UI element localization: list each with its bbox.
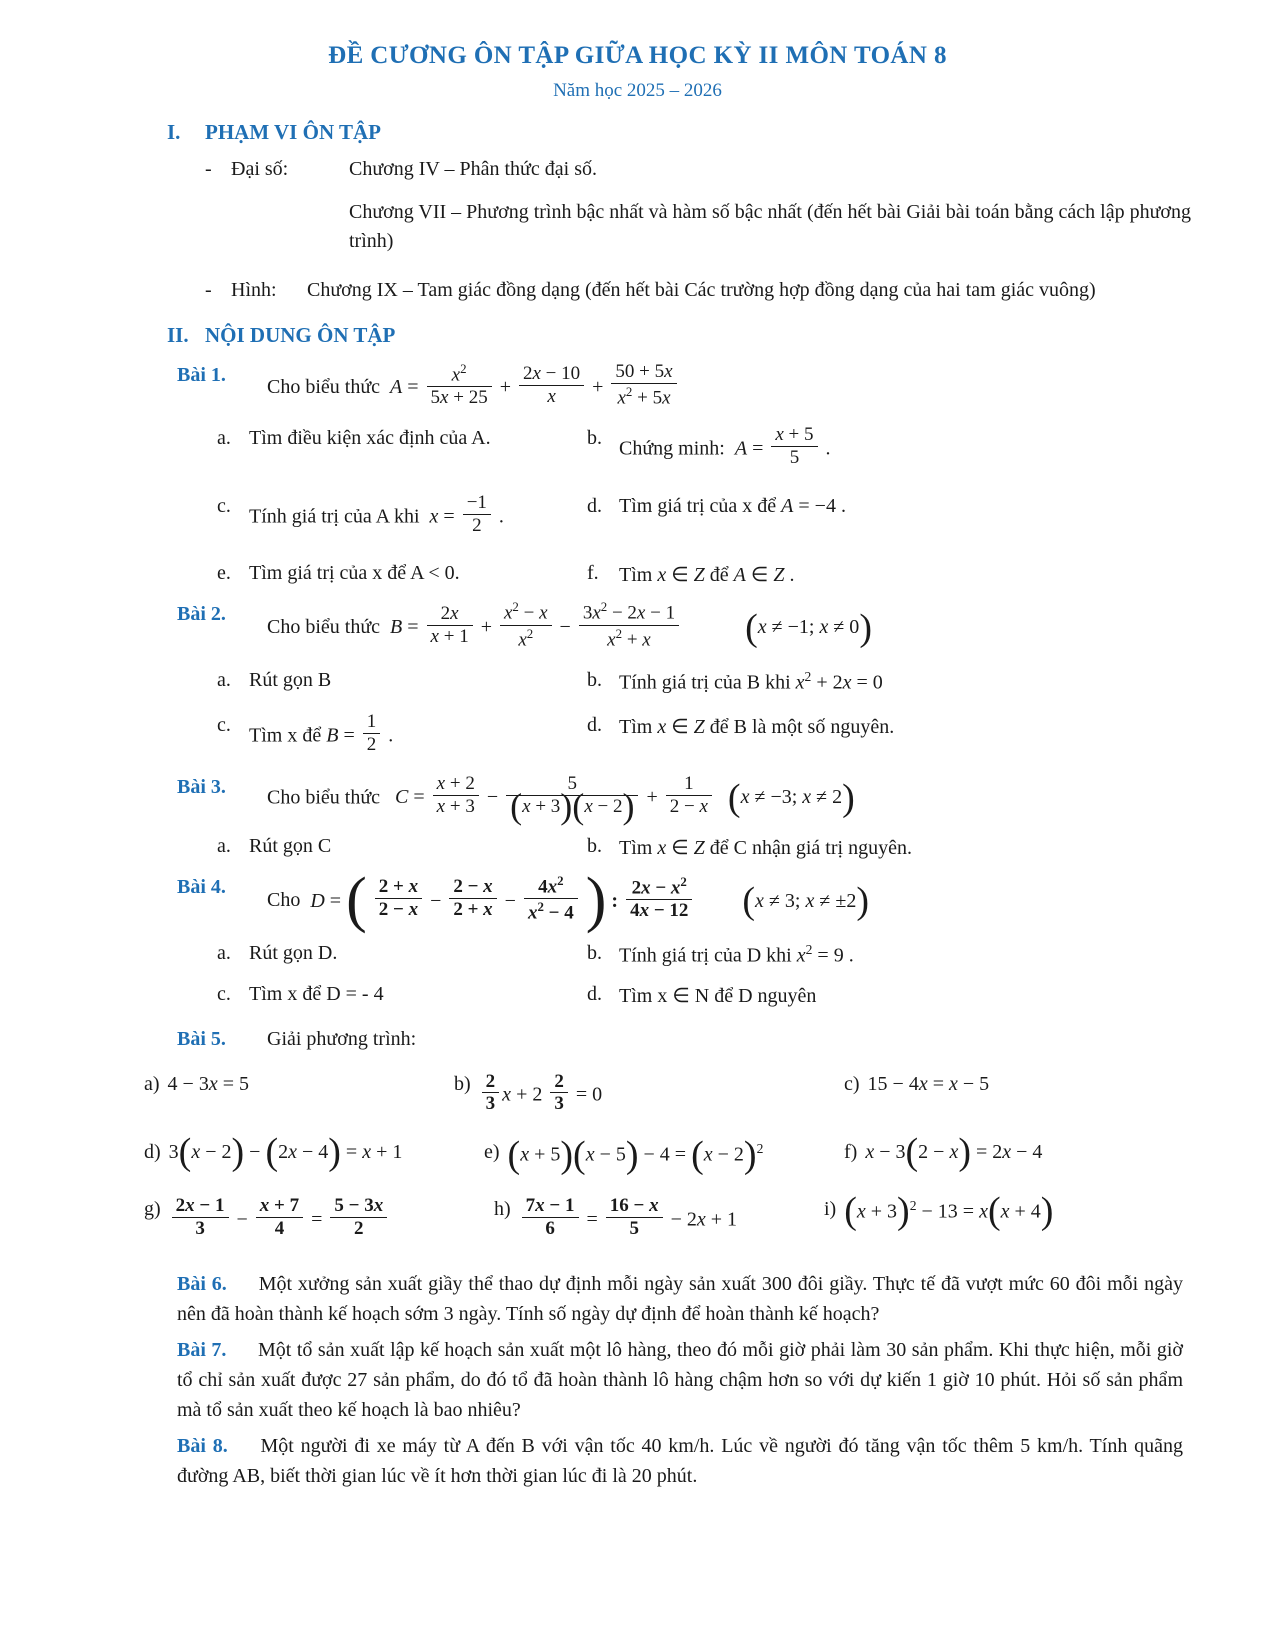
exercise-stem <box>267 773 1203 826</box>
item-a: a. Rút gọn B <box>217 668 332 691</box>
item-f: f. Tìm x ∈ Z để A ∈ Z . <box>587 562 795 587</box>
equation-expr: 3(x − 2) − (2x − 4) = x + 1 <box>168 1131 403 1174</box>
bai5-equations-row-1 <box>72 1070 1203 1119</box>
exercise-label: Bài 5. <box>177 1028 226 1051</box>
formula-A: A = $\frac{x^2}{5x + 25}$ + $\frac{2x - 10}{x}$ + $\frac{50 + 5x}{x^2 + 5x}$ <box>385 376 680 398</box>
equation-expr: $(x + 5)(x - 5) - 4 = (x - 2)^2$ <box>507 1133 764 1176</box>
item-a-text: Rút gọn C <box>249 835 332 858</box>
exercise-label: Bài 3. <box>177 775 226 798</box>
exercise-bai3 <box>72 773 1203 826</box>
exercise-stem <box>267 599 1203 654</box>
equation-tag: d) <box>144 1141 161 1164</box>
item-b: b. Tính giá trị của B khi $x^2 + 2x = 0$ <box>587 668 883 694</box>
bai5-equations-row-2 <box>72 1131 1203 1176</box>
item-d-text: Tìm x ∈ N để D nguyên <box>619 985 817 1008</box>
condition-C: (x ≠ −3; x ≠ 2) <box>727 776 855 819</box>
equation-tag: b) <box>454 1073 471 1096</box>
equation-tag: h) <box>494 1197 511 1220</box>
bai5-equations-row-3 <box>72 1190 1203 1244</box>
exercise-bai8 <box>72 1431 1203 1491</box>
formula-C: C = $\frac{x + 2}{x + 3}$ − $\frac{5}{(x + 3)(x - 2)}$ + $\frac{1}{2 - x}$ <box>385 786 720 808</box>
equation-g <box>144 1194 494 1244</box>
equation-tag: c) <box>844 1073 860 1096</box>
equation-expr: $\frac{2x - 1}{3}$ − $\frac{x + 7}{4}$ = $\frac{5 - 3x}{2}$ <box>169 1198 391 1244</box>
item-c-text: Tính giá trị của A khi x = $\frac{-1}{2}$ . <box>249 491 504 536</box>
item-c: c. Tìm x để D = - 4 <box>217 983 384 1006</box>
section-number: II. <box>167 323 189 347</box>
exercise-text: Một tổ sản xuất lập kế hoạch sản xuất một lô hàng, theo đó mỗi giờ phải làm 30 sản phẩm. Khi thực hiện, mỗi giờ tổ chỉ sản xuất được 27 sản phẩm, do đó tổ đã hoàn thành lô hàng chậm hơn so với dự kiến 1 giờ 10 phút. Hỏi số sản phẩm mà tổ sản xuất theo kế hoạch là bao nhiêu? <box>177 1339 1183 1422</box>
equation-tag: e) <box>484 1141 500 1164</box>
equation-f <box>844 1131 1203 1174</box>
section-title: PHẠM VI ÔN TẬP <box>205 120 381 144</box>
exercise-label: Bài 2. <box>177 603 226 626</box>
item-a: a. Tìm điều kiện xác định của A. <box>217 426 491 449</box>
equation-d <box>144 1131 484 1174</box>
formula-B: B = $\frac{2x}{x + 1}$ + $\frac{x^2 - x}{x^2}$ − $\frac{3x^2 - 2x - 1}{x^2 + x}$ <box>385 616 687 638</box>
equation-e <box>484 1133 844 1176</box>
item-b: b. Chứng minh: A = $\frac{x + 5}{5}$ . <box>587 427 831 473</box>
exercise-bai4 <box>72 866 1203 935</box>
scope-hinh-text: Chương IX – Tam giác đồng dạng (đến hết bài Các trường hợp đồng dạng của hai tam giác vuông) <box>307 279 1096 301</box>
scope-daiso-line-2: Chương VII – Phương trình bậc nhất và hàm số bậc nhất (đến hết bài Giải bài toán bằng cách lập phương trình) <box>349 201 1192 252</box>
exercise-bai7 <box>72 1335 1203 1425</box>
stem-text: Cho biểu thức <box>267 376 381 399</box>
exercise-bai6 <box>72 1269 1203 1329</box>
item-d: d. Tìm giá trị của x để A = −4 . <box>587 494 846 517</box>
equation-c <box>844 1073 1203 1119</box>
scope-daiso-label: Đại số: <box>231 158 289 180</box>
item-a-text: Tìm điều kiện xác định của A. <box>249 426 491 449</box>
item-a-text: Rút gọn B <box>249 668 332 691</box>
equation-b <box>454 1070 844 1119</box>
condition-B: (x ≠ −1; x ≠ 0) <box>745 606 872 649</box>
page-subtitle: Năm học 2025 – 2026 <box>553 80 722 101</box>
equation-expr: $\frac{2}{3}$ x + 2 $\frac{2}{3}$ = 0 <box>479 1073 602 1119</box>
exercise-label: Bài 4. <box>177 876 226 899</box>
equation-a <box>144 1073 454 1119</box>
exercise-text: Một xưởng sản xuất giầy thể thao dự định mỗi ngày sản xuất 300 đôi giầy. Thực tế đã vượt mức 60 đôi mỗi ngày nên đã hoàn thành kế hoạch sớm 3 ngày. Tính số ngày dự định để hoàn thành kế hoạch? <box>177 1273 1184 1326</box>
item-d: d. Tìm x ∈ N để D nguyên <box>587 983 817 1008</box>
exercise-label: Bài 1. <box>177 364 226 386</box>
bullet-dash: - <box>205 279 212 301</box>
exercise-bai1-items <box>72 424 1203 587</box>
item-c-text: Tìm x để B = $\frac{1}{2}$ . <box>249 711 394 756</box>
item-e: e. Tìm giá trị của x để A < 0. <box>217 562 460 585</box>
item-b-text: Chứng minh: A = $\frac{x + 5}{5}$ . <box>619 424 831 468</box>
condition-D: (x ≠ 3; x ≠ ±2) <box>742 879 869 922</box>
item-c: c. Tính giá trị của A khi x = $\frac{-1}{2}$ . <box>217 495 587 541</box>
exercise-bai5 <box>72 1028 1203 1051</box>
item-f-text: Tìm x ∈ Z để A ∈ Z . <box>619 564 795 587</box>
item-e-text: Tìm giá trị của x để A < 0. <box>249 562 460 585</box>
exercise-stem <box>267 360 1203 413</box>
equation-h <box>494 1194 824 1244</box>
equation-tag: f) <box>844 1141 858 1164</box>
equation-expr: $(x + 3)^2 - 13 = x(x + 4)$ <box>844 1190 1054 1233</box>
exercise-stem <box>267 866 1203 935</box>
item-c-text: Tìm x để D = - 4 <box>249 983 384 1006</box>
section-heading-2 <box>72 323 1203 348</box>
exercise-bai2-items <box>72 669 1203 760</box>
bullet-dash: - <box>205 158 212 180</box>
stem-text: Cho <box>267 889 301 912</box>
page-title: ĐỀ CƯƠNG ÔN TẬP GIỮA HỌC KỲ II MÔN TOÁN 8 <box>328 42 947 69</box>
equation-expr: $\frac{7x - 1}{6}$ = $\frac{16 - x}{5}$ − 2x + 1 <box>519 1198 737 1244</box>
item-d-text: Tìm giá trị của x để A = −4 . <box>619 494 846 517</box>
equation-tag: g) <box>144 1197 161 1220</box>
exercise-bai2 <box>72 599 1203 654</box>
item-b: b. Tính giá trị của D khi $x^2 = 9$ . <box>587 941 854 967</box>
scope-daiso <box>72 155 1203 262</box>
section-title: NỘI DUNG ÔN TẬP <box>205 323 396 347</box>
stem-text: Cho biểu thức <box>267 786 381 809</box>
item-d: d. Tìm x ∈ Z để B là một số nguyên. <box>587 714 895 739</box>
item-a: a. Rút gọn D. <box>217 941 338 964</box>
equation-tag: i) <box>824 1197 837 1220</box>
item-a: a. Rút gọn C <box>217 835 332 858</box>
section-number: I. <box>167 120 181 144</box>
scope-daiso-line-1: Chương IV – Phân thức đại số. <box>349 158 597 180</box>
exercise-text: Một người đi xe máy từ A đến B với vận tốc 40 km/h. Lúc về người đó tăng vận tốc thêm 5 km/h. Tính quãng đường AB, biết thời gian lúc về ít hơn thời gian lúc đi là 20 phút. <box>177 1435 1184 1488</box>
formula-D: D = ( $\frac{2 + x}{2 - x}$ − $\frac{2 - x}{2 + x}$ − $\frac{4x^2}{x^2 - 4}$ ) : $\frac{2x - x^2}{4x - 12}$ <box>305 890 700 912</box>
item-a-text: Rút gọn D. <box>249 941 338 964</box>
exercise-bai4-items <box>72 942 1203 1009</box>
equation-tag: a) <box>144 1073 160 1096</box>
equation-i <box>824 1190 1203 1244</box>
section-heading-1 <box>72 120 1203 145</box>
exercise-label: Bài 8. <box>177 1435 228 1458</box>
equation-expr: 15 − 4x = x − 5 <box>867 1073 990 1096</box>
scope-hinh-label: Hình: <box>231 279 277 301</box>
stem-text: Cho biểu thức <box>267 616 381 639</box>
exercise-stem: Giải phương trình: <box>267 1028 417 1051</box>
scope-hinh <box>72 276 1203 305</box>
equation-expr: 4 − 3x = 5 <box>167 1073 249 1096</box>
exercise-bai3-items <box>72 835 1203 860</box>
equation-expr: x − 3(2 − x) = 2x − 4 <box>865 1131 1043 1174</box>
item-b: b. Tìm x ∈ Z để C nhận giá trị nguyên. <box>587 835 912 860</box>
item-c: c. Tìm x để B = $\frac{1}{2}$ . <box>217 714 587 760</box>
item-b-text: Tìm x ∈ Z để C nhận giá trị nguyên. <box>619 837 912 860</box>
item-d-text: Tìm x ∈ Z để B là một số nguyên. <box>619 716 895 739</box>
exercise-label: Bài 6. <box>177 1273 227 1296</box>
item-b-text: Tính giá trị của D khi $x^2 = 9$ . <box>619 941 854 967</box>
exercise-label: Bài 7. <box>177 1339 227 1362</box>
item-b-text: Tính giá trị của B khi $x^2 + 2x = 0$ <box>619 668 883 694</box>
exercise-bai1 <box>72 360 1203 413</box>
